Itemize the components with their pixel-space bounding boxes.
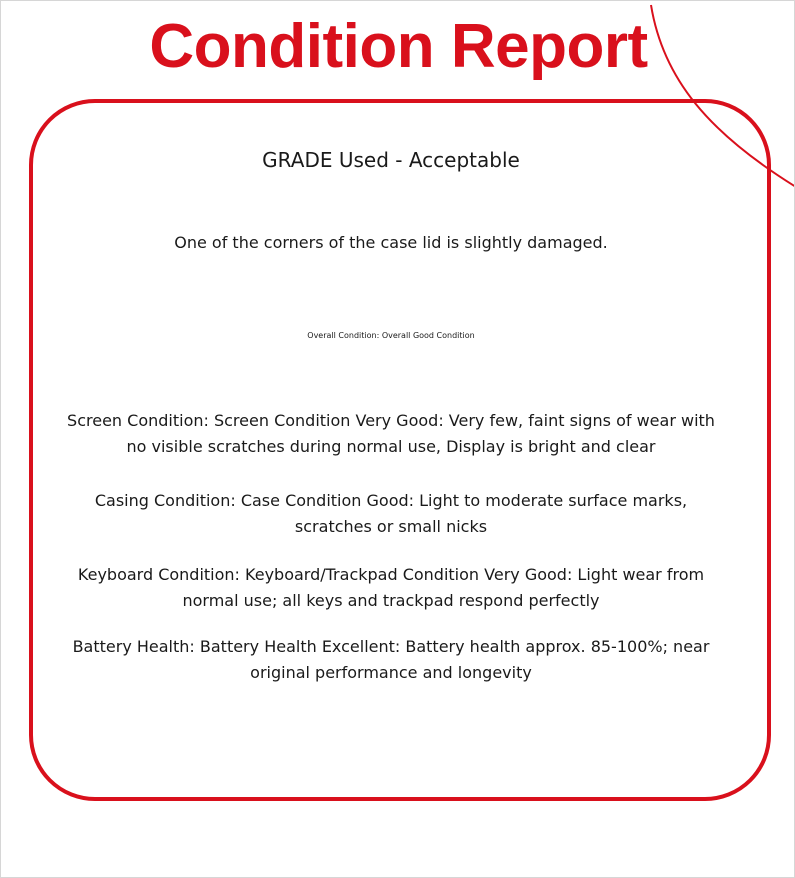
screen-condition: Screen Condition: Screen Condition Very Good: Very few, faint signs of wear with no visible scratches during normal use, Display is bright and clear bbox=[67, 411, 715, 456]
overall-condition: Overall Condition: Overall Good Condition bbox=[307, 331, 475, 340]
grade-label: GRADE Used - Acceptable bbox=[262, 148, 520, 172]
keyboard-condition: Keyboard Condition: Keyboard/Trackpad Condition Very Good: Light wear from normal use; all keys and trackpad respond perfectly bbox=[77, 565, 705, 610]
report-title: Condition Report bbox=[149, 12, 648, 81]
battery-health: Battery Health: Battery Health Excellent: Battery health approx. 85-100%; near original performance and longevity bbox=[72, 637, 710, 682]
damage-note: One of the corners of the case lid is slightly damaged. bbox=[174, 233, 608, 252]
casing-condition: Casing Condition: Case Condition Good: Light to moderate surface marks, scratches or small nicks bbox=[94, 491, 688, 536]
